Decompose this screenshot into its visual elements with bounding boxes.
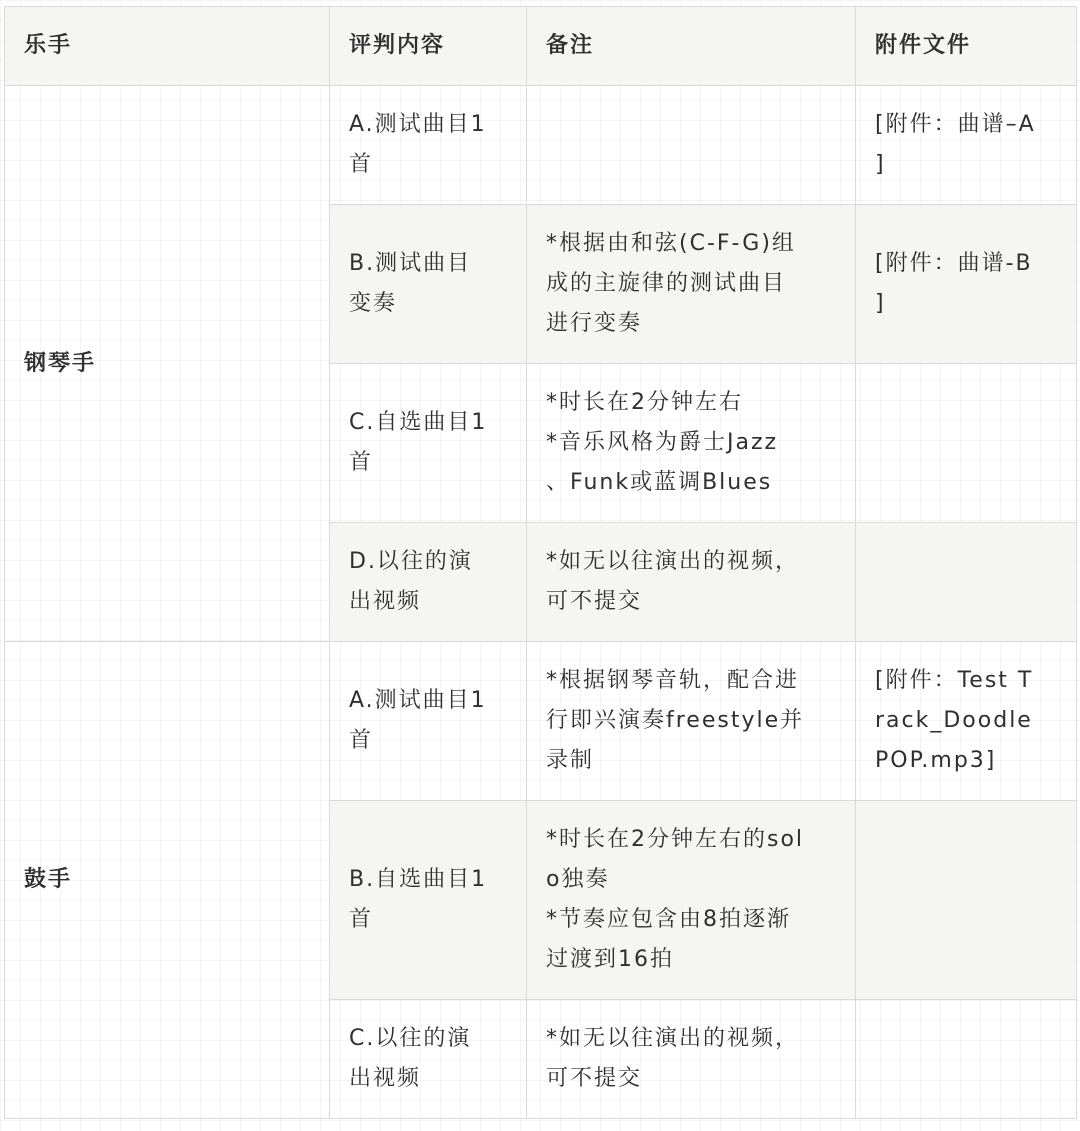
notes-cell xyxy=(527,642,856,801)
attachment-line: POP.mp3] xyxy=(875,748,997,773)
attachment-cell xyxy=(856,364,1077,523)
item-cell xyxy=(330,1000,527,1119)
attachment-line: ] xyxy=(875,291,886,316)
item-cell xyxy=(330,523,527,642)
item-cell xyxy=(330,642,527,801)
notes-line: 成的主旋律的测试曲目 xyxy=(546,271,787,296)
item-cell xyxy=(330,86,527,205)
attachment-cell xyxy=(856,523,1077,642)
item-line: A.测试曲目1 xyxy=(349,688,487,713)
header-attachment: 附件文件 xyxy=(856,7,1077,86)
notes-line: 行即兴演奏freestyle并 xyxy=(546,708,805,733)
attachment-line: [附件：曲谱–A xyxy=(875,112,1036,137)
notes-cell xyxy=(527,1000,856,1119)
item-line: 首 xyxy=(349,907,374,932)
attachment-line: [附件：Test T xyxy=(875,668,1034,693)
item-line: C.自选曲目1 xyxy=(349,410,488,435)
item-line: B.自选曲目1 xyxy=(349,867,488,892)
header-row xyxy=(5,7,1077,86)
item-line: A.测试曲目1 xyxy=(349,112,487,137)
attachment-cell xyxy=(856,642,1077,801)
item-line: 出视频 xyxy=(349,1066,422,1091)
notes-line: 过渡到16拍 xyxy=(546,947,674,972)
attachment-line: [附件：曲谱-B xyxy=(875,251,1033,276)
item-line: C.以往的演 xyxy=(349,1026,472,1051)
notes-cell xyxy=(527,364,856,523)
notes-line: *如无以往演出的视频， xyxy=(546,549,800,574)
notes-line: *节奏应包含由8拍逐渐 xyxy=(546,907,791,932)
item-line: D.以往的演 xyxy=(349,549,473,574)
notes-cell xyxy=(527,523,856,642)
item-line: B.测试曲目 xyxy=(349,251,472,276)
table-header xyxy=(5,7,1077,86)
attachment-cell xyxy=(856,205,1077,364)
notes-line: *如无以往演出的视频， xyxy=(546,1026,800,1051)
notes-line: *时长在2分钟左右的sol xyxy=(546,827,805,852)
header-notes: 备注 xyxy=(527,7,856,86)
item-line: 首 xyxy=(349,450,374,475)
notes-cell xyxy=(527,86,856,205)
notes-line: *音乐风格为爵士Jazz xyxy=(546,430,779,455)
notes-line: 可不提交 xyxy=(546,1066,643,1091)
musician-piano: 钢琴手 xyxy=(5,86,330,642)
evaluation-table xyxy=(4,6,1077,1119)
notes-cell xyxy=(527,801,856,1000)
notes-line: *根据由和弦(C-F-G)组 xyxy=(546,231,796,256)
notes-line: *时长在2分钟左右 xyxy=(546,390,743,415)
attachment-line: ] xyxy=(875,152,886,177)
item-cell xyxy=(330,205,527,364)
item-cell xyxy=(330,364,527,523)
notes-line: 进行变奏 xyxy=(546,311,643,336)
attachment-cell xyxy=(856,1000,1077,1119)
item-line: 变奏 xyxy=(349,291,398,316)
item-cell xyxy=(330,801,527,1000)
notes-line: o独奏 xyxy=(546,867,610,892)
table-row xyxy=(5,642,1077,801)
notes-line: 、Funk或蓝调Blues xyxy=(546,470,773,495)
notes-cell xyxy=(527,205,856,364)
notes-line: 录制 xyxy=(546,748,595,773)
attachment-line: rack_Doodle xyxy=(875,708,1033,733)
item-line: 首 xyxy=(349,152,374,177)
notes-line: 可不提交 xyxy=(546,589,643,614)
musician-drummer: 鼓手 xyxy=(5,642,330,1119)
header-item: 评判内容 xyxy=(330,7,527,86)
attachment-cell xyxy=(856,86,1077,205)
table-row xyxy=(5,86,1077,205)
table-body xyxy=(5,86,1077,1119)
header-musician: 乐手 xyxy=(5,7,330,86)
attachment-cell xyxy=(856,801,1077,1000)
item-line: 首 xyxy=(349,728,374,753)
notes-line: *根据钢琴音轨，配合进 xyxy=(546,668,800,693)
item-line: 出视频 xyxy=(349,589,422,614)
